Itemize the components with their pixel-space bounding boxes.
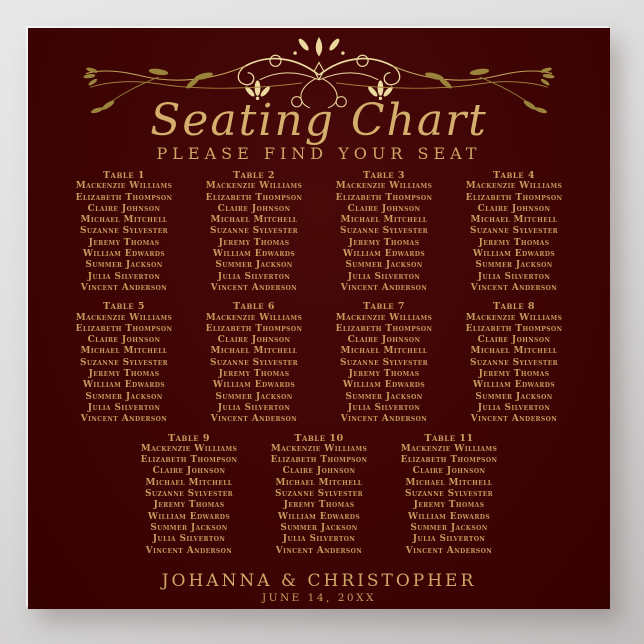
- guest-name: Mackenzie Williams: [335, 181, 433, 192]
- guest-name: Suzanne Sylvester: [339, 226, 429, 237]
- guest-name: Vincent Anderson: [470, 414, 558, 425]
- guest-name: Michael Mitchell: [210, 215, 298, 226]
- guest-name: William Edwards: [342, 380, 426, 391]
- guest-name: Summer Jackson: [475, 391, 553, 402]
- guest-name: Michael Mitchell: [80, 346, 168, 357]
- guest-name: Summer Jackson: [345, 260, 423, 271]
- guest-name: Suzanne Sylvester: [469, 226, 559, 237]
- guest-name: Michael Mitchell: [340, 346, 428, 357]
- guest-name: Mackenzie Williams: [205, 181, 303, 192]
- guest-name: Jeremy Thomas: [348, 369, 420, 380]
- guest-name: Suzanne Sylvester: [404, 489, 494, 500]
- guest-name: Suzanne Sylvester: [469, 357, 559, 368]
- guest-name: Claire Johnson: [412, 466, 486, 477]
- guest-name: Vincent Anderson: [80, 282, 168, 293]
- guest-list: [124, 444, 254, 557]
- table-block: [319, 301, 449, 425]
- guest-name: Michael Mitchell: [405, 477, 493, 488]
- seating-row: [28, 301, 610, 425]
- guest-name: William Edwards: [82, 380, 166, 391]
- guest-name: Suzanne Sylvester: [79, 357, 169, 368]
- guest-name: Jeremy Thomas: [88, 237, 160, 248]
- guest-name: Michael Mitchell: [145, 477, 233, 488]
- guest-name: Elizabeth Thompson: [205, 323, 303, 334]
- table-label: Table 2: [232, 170, 276, 181]
- table-block: [384, 433, 514, 557]
- table-label: Table 4: [492, 170, 536, 181]
- table-label: Table 9: [167, 432, 211, 444]
- table-block: [189, 301, 319, 425]
- table-label: Table 1: [102, 170, 146, 181]
- guest-name: Julia Silverton: [477, 271, 551, 282]
- guest-name: Elizabeth Thompson: [140, 455, 238, 466]
- guest-name: Summer Jackson: [85, 260, 163, 271]
- guest-name: William Edwards: [342, 249, 426, 260]
- guest-name: Jeremy Thomas: [413, 500, 485, 511]
- guest-name: William Edwards: [472, 380, 556, 391]
- guest-name: Mackenzie Williams: [400, 443, 498, 454]
- guest-name: Mackenzie Williams: [465, 181, 563, 192]
- guest-name: Claire Johnson: [152, 466, 226, 477]
- table-block: [189, 170, 319, 294]
- guest-name: Claire Johnson: [87, 335, 161, 346]
- guest-name: Elizabeth Thompson: [400, 455, 498, 466]
- guest-list: [449, 313, 579, 426]
- guest-name: Vincent Anderson: [470, 282, 558, 293]
- guest-name: Jeremy Thomas: [153, 500, 225, 511]
- guest-name: Claire Johnson: [282, 466, 356, 477]
- guest-name: Suzanne Sylvester: [274, 489, 364, 500]
- guest-name: Jeremy Thomas: [218, 369, 290, 380]
- guest-name: Jeremy Thomas: [478, 237, 550, 248]
- guest-name: Summer Jackson: [410, 522, 488, 533]
- guest-name: Claire Johnson: [477, 335, 551, 346]
- guest-list: [59, 313, 189, 426]
- guest-name: Mackenzie Williams: [270, 443, 368, 454]
- guest-list: [449, 181, 579, 294]
- poster-subtitle: PLEASE FIND YOUR SEAT: [156, 144, 482, 163]
- guest-name: Vincent Anderson: [80, 414, 168, 425]
- event-date: JUNE 14, 20XX: [261, 592, 377, 604]
- guest-name: Claire Johnson: [217, 335, 291, 346]
- guest-name: Jeremy Thomas: [348, 237, 420, 248]
- table-block: [254, 433, 384, 557]
- table-block: [319, 170, 449, 294]
- seating-chart-poster: [28, 28, 610, 609]
- guest-name: Summer Jackson: [85, 391, 163, 402]
- guest-name: Summer Jackson: [345, 391, 423, 402]
- guest-name: Julia Silverton: [412, 534, 486, 545]
- guest-name: Suzanne Sylvester: [209, 357, 299, 368]
- guest-name: Claire Johnson: [347, 335, 421, 346]
- table-label: Table 7: [362, 301, 406, 313]
- seating-row: [28, 433, 610, 557]
- guest-name: Elizabeth Thompson: [465, 192, 563, 203]
- guest-name: Julia Silverton: [87, 402, 161, 413]
- guest-name: Vincent Anderson: [275, 545, 363, 556]
- guest-name: Mackenzie Williams: [205, 312, 303, 323]
- guest-name: Elizabeth Thompson: [75, 323, 173, 334]
- guest-list: [319, 313, 449, 426]
- guest-list: [384, 444, 514, 557]
- guest-name: Suzanne Sylvester: [339, 357, 429, 368]
- guest-name: Claire Johnson: [477, 203, 551, 214]
- guest-name: William Edwards: [147, 511, 231, 522]
- seating-row: [28, 170, 610, 294]
- guest-name: Claire Johnson: [217, 203, 291, 214]
- guest-name: Mackenzie Williams: [140, 443, 238, 454]
- guest-name: Summer Jackson: [475, 260, 553, 271]
- table-label: Table 6: [232, 301, 276, 313]
- table-block: [59, 170, 189, 294]
- guest-name: Julia Silverton: [152, 534, 226, 545]
- table-label: Table 8: [492, 301, 536, 313]
- guest-list: [189, 181, 319, 294]
- guest-name: Claire Johnson: [87, 203, 161, 214]
- guest-name: Jeremy Thomas: [218, 237, 290, 248]
- table-block: [449, 170, 579, 294]
- table-label: Table 10: [294, 432, 344, 444]
- guest-name: Summer Jackson: [215, 260, 293, 271]
- guest-name: Julia Silverton: [217, 402, 291, 413]
- guest-name: Elizabeth Thompson: [465, 323, 563, 334]
- guest-name: William Edwards: [212, 380, 296, 391]
- guest-name: William Edwards: [82, 249, 166, 260]
- table-block: [59, 301, 189, 425]
- guest-name: Elizabeth Thompson: [205, 192, 303, 203]
- guest-name: Elizabeth Thompson: [75, 192, 173, 203]
- table-label: Table 3: [362, 170, 406, 181]
- table-block: [449, 301, 579, 425]
- couple-names: JOHANNA & CHRISTOPHER: [161, 571, 477, 591]
- guest-name: Mackenzie Williams: [75, 181, 173, 192]
- guest-name: Elizabeth Thompson: [270, 455, 368, 466]
- guest-name: Julia Silverton: [282, 534, 356, 545]
- table-label: Table 5: [102, 301, 146, 313]
- guest-name: Julia Silverton: [217, 271, 291, 282]
- guest-name: Julia Silverton: [347, 271, 421, 282]
- guest-name: Summer Jackson: [280, 522, 358, 533]
- guest-name: William Edwards: [407, 511, 491, 522]
- guest-list: [254, 444, 384, 557]
- guest-name: Mackenzie Williams: [335, 312, 433, 323]
- guest-name: William Edwards: [212, 249, 296, 260]
- guest-name: Michael Mitchell: [340, 215, 428, 226]
- guest-name: Julia Silverton: [347, 402, 421, 413]
- poster-footer: [162, 571, 477, 604]
- guest-name: Vincent Anderson: [340, 282, 428, 293]
- guest-name: Michael Mitchell: [470, 346, 558, 357]
- guest-name: Suzanne Sylvester: [144, 489, 234, 500]
- guest-name: Suzanne Sylvester: [79, 226, 169, 237]
- guest-name: Summer Jackson: [215, 391, 293, 402]
- table-label: Table 11: [424, 432, 474, 444]
- guest-name: Summer Jackson: [150, 522, 228, 533]
- guest-name: Michael Mitchell: [470, 215, 558, 226]
- guest-name: Julia Silverton: [477, 402, 551, 413]
- guest-name: Michael Mitchell: [80, 215, 168, 226]
- seating-grid: [28, 170, 610, 564]
- guest-name: Vincent Anderson: [210, 414, 298, 425]
- guest-name: William Edwards: [472, 249, 556, 260]
- guest-name: Suzanne Sylvester: [209, 226, 299, 237]
- guest-list: [59, 181, 189, 294]
- guest-name: Claire Johnson: [347, 203, 421, 214]
- guest-name: Jeremy Thomas: [283, 500, 355, 511]
- guest-list: [189, 313, 319, 426]
- guest-name: Vincent Anderson: [340, 414, 428, 425]
- poster-title: Seating Chart: [150, 95, 488, 146]
- guest-name: Jeremy Thomas: [88, 369, 160, 380]
- guest-list: [319, 181, 449, 294]
- guest-name: Julia Silverton: [87, 271, 161, 282]
- guest-name: Vincent Anderson: [210, 282, 298, 293]
- guest-name: Vincent Anderson: [405, 545, 493, 556]
- guest-name: Mackenzie Williams: [75, 312, 173, 323]
- guest-name: Elizabeth Thompson: [335, 192, 433, 203]
- guest-name: Elizabeth Thompson: [335, 323, 433, 334]
- guest-name: Mackenzie Williams: [465, 312, 563, 323]
- table-block: [124, 433, 254, 557]
- guest-name: Michael Mitchell: [275, 477, 363, 488]
- guest-name: Vincent Anderson: [145, 545, 233, 556]
- guest-name: William Edwards: [277, 511, 361, 522]
- guest-name: Jeremy Thomas: [478, 369, 550, 380]
- guest-name: Michael Mitchell: [210, 346, 298, 357]
